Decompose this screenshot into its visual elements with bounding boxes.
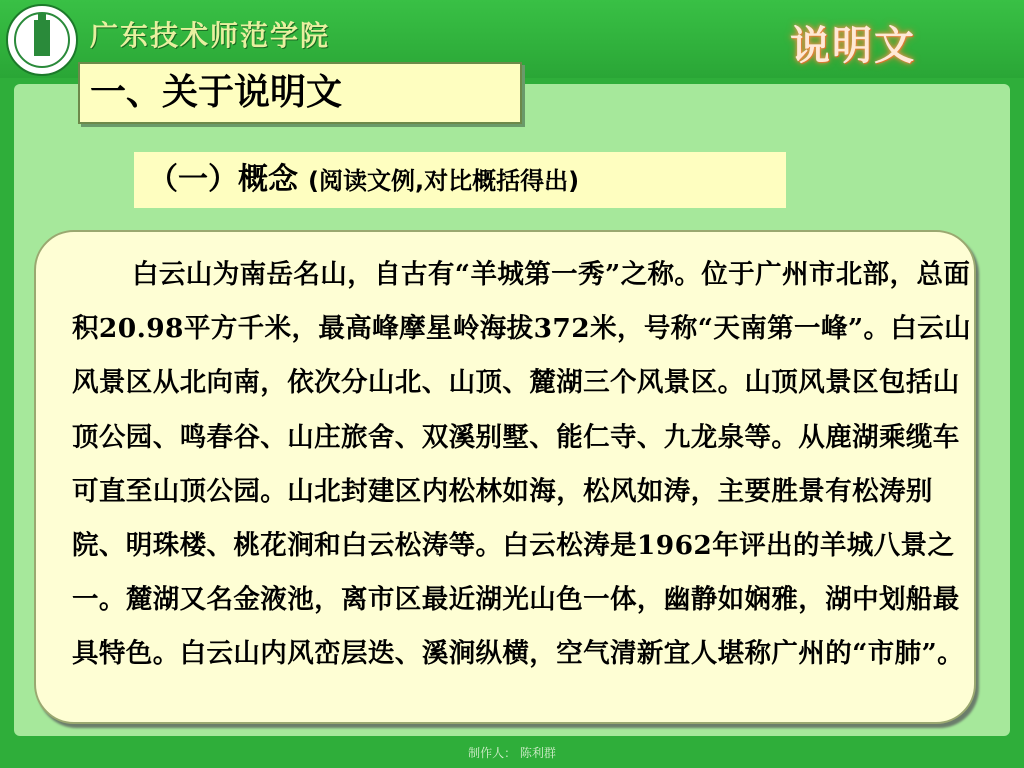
logo-tower-icon — [34, 20, 50, 56]
author-credit: 制作人： 陈利群 — [468, 746, 556, 760]
school-logo — [6, 4, 78, 76]
section-heading: 一、关于说明文 — [78, 62, 522, 124]
school-name: 广东技术师范学院 — [90, 19, 331, 52]
subheading — [134, 152, 786, 208]
passage-text: 白云山为南岳名山，自古有“羊城第一秀”之称。位于广州市北部，总面积20.98平方千米，最高峰摩星岭海拔372米，号称“天南第一峰”。白云山风景区从北向南，依次分山北、山顶、麓湖三个风景区。山顶风景区包括山顶公园、鸣春谷、山庄旅舍、双溪别墅、能仁寺、九龙泉等。从鹿湖乘缆车可直至山顶公园。山北封建区内松林如海，松风如涛，主要胜景有松涛别院、明珠楼、桃花涧和白云松涛等。白云松涛是1962年评出的羊城八景之一。麓湖又名金液池，离市区最近湖光山色一体，幽静如娴雅，湖中划船最具特色。白云山内风峦层迭、溪涧纵横，空气清新宜人堪称广州的“市肺”。 — [72, 259, 972, 670]
subheading-note: (阅读文例,对比概括得出) — [308, 167, 580, 195]
subheading-title: （一）概念 — [148, 162, 298, 197]
subject-badge: 说明文 — [790, 23, 916, 69]
